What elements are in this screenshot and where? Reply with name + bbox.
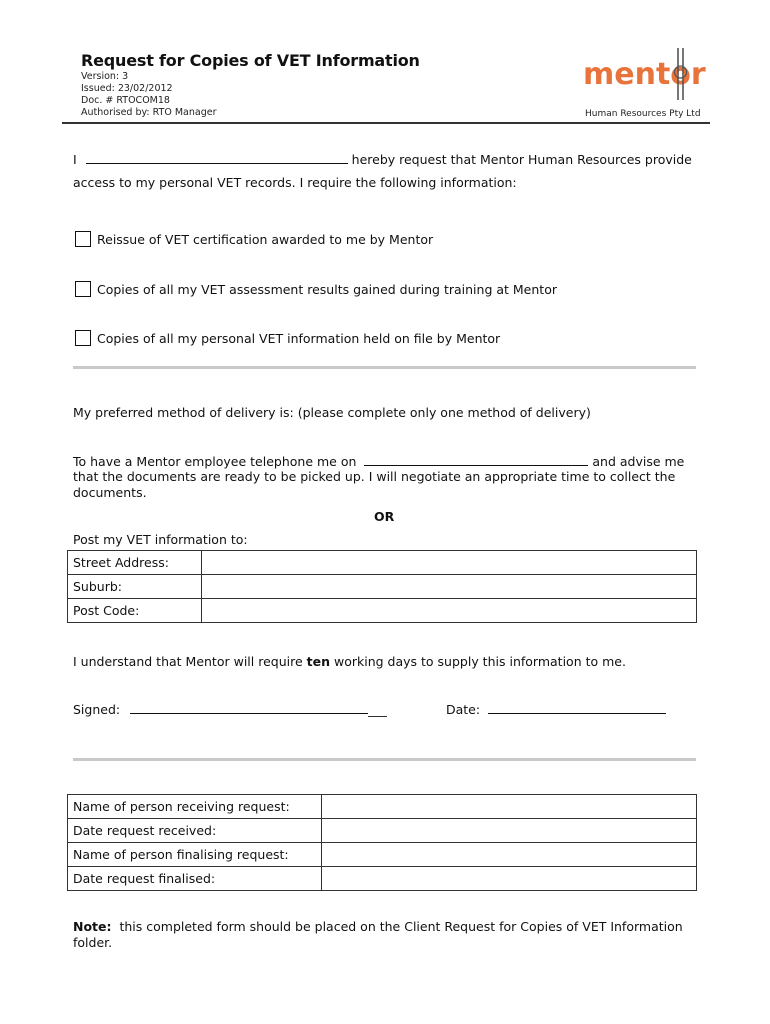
logo-subtitle: Human Resources Pty Ltd — [585, 109, 701, 119]
version-text: Version: 3 — [81, 71, 129, 82]
note-text: this completed form should be placed on the Client Request for Copies of VET Information — [111, 919, 683, 934]
table-row — [68, 795, 697, 819]
date-finalised-label: Date request finalised: — [68, 867, 322, 891]
phone-prefix: To have a Mentor employee telephone me on — [73, 454, 357, 469]
signed-tail: ___ — [368, 702, 387, 717]
signed-label: Signed: — [73, 702, 121, 717]
mentor-logo-graphic — [583, 46, 711, 102]
date-field[interactable] — [488, 701, 666, 714]
agreement-prefix: I understand that Mentor will require — [73, 654, 303, 669]
finaliser-name-label: Name of person finalising request: — [68, 843, 322, 867]
table-row — [68, 575, 697, 599]
phone-line-3: documents. — [73, 485, 147, 500]
street-address-field[interactable] — [202, 551, 697, 575]
finaliser-name-field[interactable] — [322, 843, 697, 867]
table-row — [68, 843, 697, 867]
post-heading: Post my VET information to: — [73, 532, 248, 547]
phone-field[interactable] — [364, 453, 588, 466]
post-code-field[interactable] — [202, 599, 697, 623]
phone-suffix: and advise me — [592, 454, 685, 469]
date-label: Date: — [446, 702, 481, 717]
suburb-label: Suburb: — [68, 575, 202, 599]
mentor-logo — [583, 46, 711, 102]
doc-number-text: Doc. # RTOCOM18 — [81, 95, 170, 106]
authorised-text: Authorised by: RTO Manager — [81, 107, 217, 118]
office-divider — [73, 758, 696, 761]
header-divider — [62, 122, 710, 124]
signed-line — [73, 701, 387, 717]
intro-line-2: access to my personal VET records. I require the following information: — [73, 175, 517, 190]
street-address-label: Street Address: — [68, 551, 202, 575]
intro-suffix: hereby request that Mentor Human Resources provide — [351, 152, 692, 167]
agreement-text — [73, 654, 626, 669]
suburb-field[interactable] — [202, 575, 697, 599]
or-separator: OR — [374, 509, 395, 524]
reissue-checkbox[interactable] — [75, 231, 91, 247]
issued-text: Issued: 23/02/2012 — [81, 83, 173, 94]
assessment-results-label: Copies of all my VET assessment results gained during training at Mentor — [97, 282, 557, 297]
table-row — [68, 551, 697, 575]
address-table — [67, 550, 697, 623]
note-label: Note: — [73, 919, 112, 934]
personal-info-checkbox[interactable] — [75, 330, 91, 346]
date-received-label: Date request received: — [68, 819, 322, 843]
reissue-label: Reissue of VET certification awarded to me by Mentor — [97, 232, 434, 247]
section-divider — [73, 366, 696, 369]
logo-wordmark: mentor — [583, 57, 706, 92]
date-line — [446, 701, 666, 717]
signature-field[interactable] — [130, 701, 368, 714]
intro-prefix: I — [73, 152, 77, 167]
table-row — [68, 867, 697, 891]
agreement-bold: ten — [306, 654, 330, 669]
phone-line-2: that the documents are ready to be picked up. I will negotiate an appropriate time to collect the — [73, 469, 676, 484]
office-table — [67, 794, 697, 891]
date-finalised-field[interactable] — [322, 867, 697, 891]
delivery-heading: My preferred method of delivery is: (please complete only one method of delivery) — [73, 405, 591, 420]
page-title: Request for Copies of VET Information — [81, 51, 420, 70]
table-row — [68, 819, 697, 843]
phone-line-1 — [73, 453, 684, 469]
agreement-suffix: working days to supply this information to me. — [333, 654, 626, 669]
note-line-2: folder. — [73, 935, 113, 950]
name-field[interactable] — [86, 151, 348, 164]
intro-line-1 — [73, 151, 692, 167]
assessment-results-checkbox[interactable] — [75, 281, 91, 297]
post-code-label: Post Code: — [68, 599, 202, 623]
receiver-name-label: Name of person receiving request: — [68, 795, 322, 819]
table-row — [68, 599, 697, 623]
receiver-name-field[interactable] — [322, 795, 697, 819]
personal-info-label: Copies of all my personal VET information held on file by Mentor — [97, 331, 501, 346]
note-line-1 — [73, 919, 683, 934]
date-received-field[interactable] — [322, 819, 697, 843]
